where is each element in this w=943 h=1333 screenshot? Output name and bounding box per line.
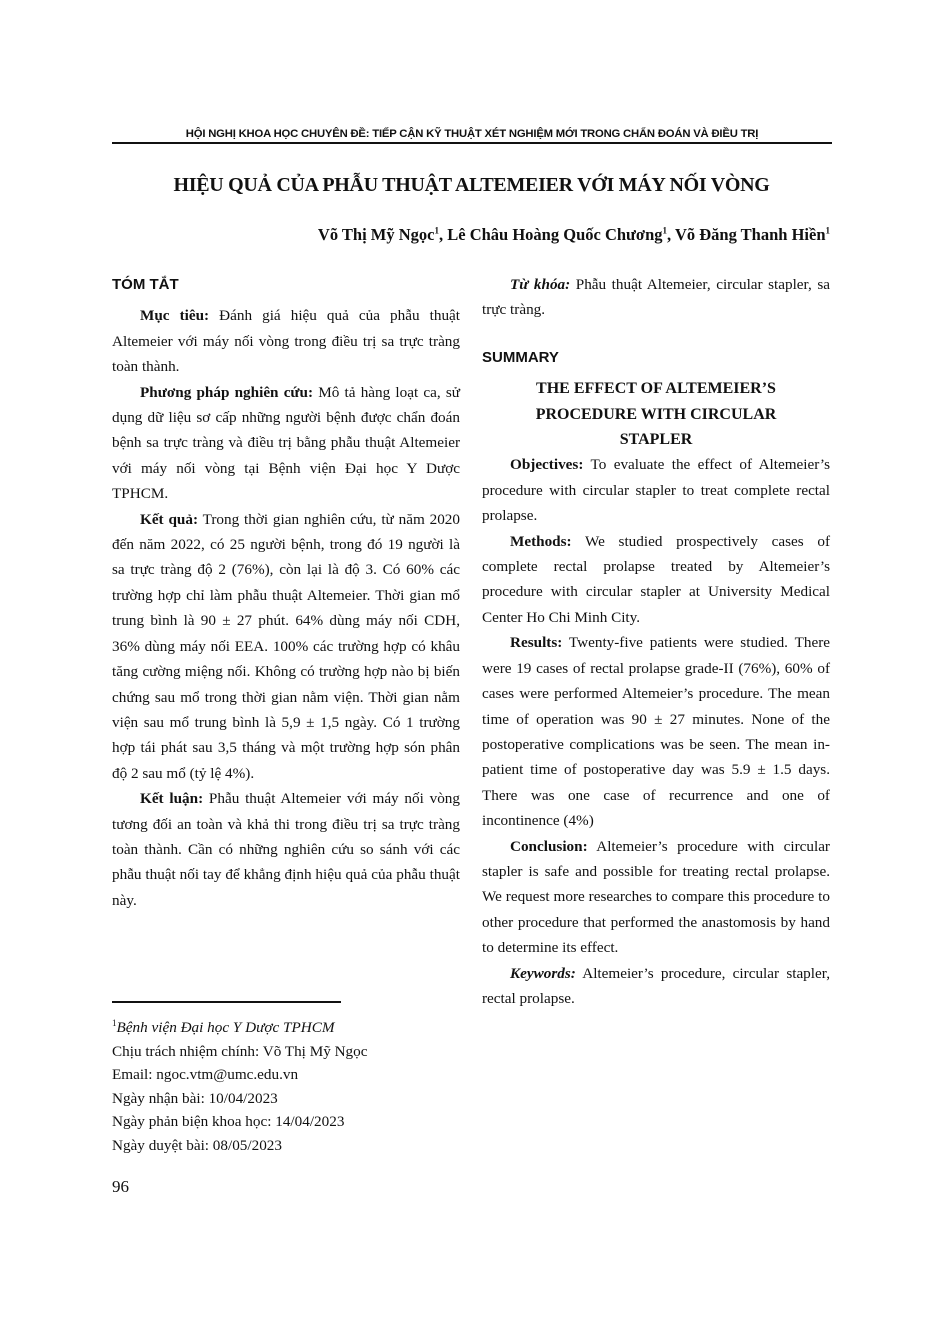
summary-paragraph bbox=[482, 834, 830, 961]
para-text: Altemeier’s procedure with circular stapler is safe and possible for treating rectal prolapse. We request more researches to compare this procedure to other procedure that performed the anastomosis by hand to determine its effect. bbox=[482, 837, 830, 957]
section-heading: TÓM TẮT bbox=[112, 276, 179, 293]
author-affil: 1 bbox=[825, 225, 830, 236]
review-date: Ngày phản biện khoa học: 14/04/2023 bbox=[112, 1113, 345, 1131]
para-lead: Objectives: bbox=[510, 456, 584, 474]
para-lead: Results: bbox=[510, 634, 563, 652]
footnote bbox=[112, 1012, 368, 1158]
summary-paragraph bbox=[482, 630, 830, 833]
para-lead: Methods: bbox=[510, 532, 572, 550]
separator: , bbox=[439, 225, 448, 244]
section-heading: SUMMARY bbox=[482, 348, 559, 366]
para-text: Trong thời gian nghiên cứu, từ năm 2020 đến năm 2022, có 25 người bệnh, trong đó 19 người là sa trực tràng độ 2 (76%), còn lại là độ 3. Có 60% các trường hợp chỉ làm phẫu thuật Altemeier. Thời gian mổ trung bình là 90 ± 27 phút. 64% dùng máy nối CDH, 36% dùng máy nối EEA. 100% các trường hợp có khâu tăng cường miệng nối. Không có trường hợp nào bị biến chứng sau mổ trong thời gian nằm viện. Thời gian nằm viện sau mổ trung bình là 5,9 ± 1,5 ngày. Có 1 trường hợp tái phát sau 3,5 tháng và một trường hợp són phân độ 2 sau mổ (tỷ lệ 4%). bbox=[112, 510, 460, 782]
paper-title: HIỆU QUẢ CỦA PHẪU THUẬT ALTEMEIER VỚI MÁY NỐI VÒNG bbox=[173, 174, 770, 196]
english-title: THE EFFECT OF ALTEMEIER’S PROCEDURE WITH CIRCULAR STAPLER bbox=[535, 380, 777, 449]
abstract-paragraph bbox=[112, 303, 460, 379]
corresponding-author: Chịu trách nhiệm chính: Võ Thị Mỹ Ngọc bbox=[112, 1042, 368, 1060]
para-lead: Conclusion: bbox=[510, 837, 588, 855]
para-text: To evaluate the effect of Altemeier’s procedure with circular stapler to treat complete rectal prolapse. bbox=[482, 456, 830, 525]
author: Võ Thị Mỹ Ngọc bbox=[317, 225, 435, 244]
para-lead: Mục tiêu: bbox=[140, 307, 210, 325]
para-text: Mô tả hàng loạt ca, sử dụng dữ liệu sơ cấp những người bệnh được chẩn đoán bệnh sa trực tràng và điều trị bằng phẫu thuật Altemeier với máy nối vòng tại Bệnh viện Đại học Y Dược TPHCM. bbox=[112, 383, 460, 503]
keywords-lead: Từ khóa: bbox=[510, 276, 571, 293]
keywords-english bbox=[482, 961, 830, 1012]
abstract-english bbox=[482, 272, 830, 1011]
para-text: Twenty-five patients were studied. There were 19 cases of rectal prolapse grade-II (76%), 60% of cases were performed Altemeier’s procedure. The mean time of operation was 90 ± 27 minutes. None of the postoperative complications was be seen. The mean in-patient time of postoperative day was 5.9 ± 1.5 days. There was one case of recurrence and one of incontinence (4%) bbox=[482, 634, 830, 830]
running-header: HỘI NGHỊ KHOA HỌC CHUYÊN ĐỀ: TIẾP CẬN KỸ THUẬT XÉT NGHIỆM MỚI TRONG CHẨN ĐOÁN VÀ ĐIỀU TRỊ bbox=[112, 128, 832, 144]
abstract-vietnamese bbox=[112, 272, 460, 913]
author-affil: 1 bbox=[434, 225, 439, 236]
abstract-paragraph bbox=[112, 507, 460, 786]
para-text: We studied prospectively cases of complete rectal prolapse treated by Altemeier’s procedure with circular stapler at University Medical Center Ho Chi Minh City. bbox=[482, 532, 830, 626]
page-number: 96 bbox=[112, 1177, 129, 1196]
author-list bbox=[318, 225, 830, 245]
keywords-text: Altemeier’s procedure, circular stapler, rectal prolapse. bbox=[482, 964, 830, 1007]
author: Lê Châu Hoàng Quốc Chương bbox=[447, 225, 663, 244]
summary-paragraph bbox=[482, 452, 830, 528]
para-text: Đánh giá hiệu quả của phẫu thuật Altemeier với máy nối vòng trong điều trị sa trực tràng toàn thành. bbox=[112, 307, 460, 376]
author: Võ Đăng Thanh Hiền bbox=[674, 225, 826, 244]
para-lead: Kết luận: bbox=[140, 790, 204, 808]
para-lead: Kết quả: bbox=[140, 510, 199, 528]
para-text: Phẫu thuật Altemeier với máy nối vòng tương đối an toàn và khả thi trong điều trị sa trực tràng toàn thành. Cần có những nghiên cứu so sánh với các phẫu thuật nối tay để khẳng định hiệu quả của phẫu thuật này. bbox=[112, 790, 460, 909]
abstract-paragraph bbox=[112, 380, 460, 507]
separator: , bbox=[667, 225, 675, 244]
summary-paragraph bbox=[482, 529, 830, 631]
received-date: Ngày nhận bài: 10/04/2023 bbox=[112, 1089, 278, 1107]
affiliation: Bệnh viện Đại học Y Dược TPHCM bbox=[116, 1019, 335, 1037]
author-affil: 1 bbox=[662, 225, 667, 236]
footnote-mark: 1 bbox=[112, 1018, 117, 1028]
keywords-text: Phẫu thuật Altemeier, circular stapler, sa trực tràng. bbox=[482, 276, 830, 319]
accepted-date: Ngày duyệt bài: 08/05/2023 bbox=[112, 1137, 282, 1155]
abstract-paragraph bbox=[112, 786, 460, 913]
keywords-vietnamese bbox=[482, 272, 830, 323]
footnote-rule bbox=[112, 1001, 341, 1003]
email: Email: ngoc.vtm@umc.edu.vn bbox=[112, 1066, 299, 1084]
para-lead: Phương pháp nghiên cứu: bbox=[140, 383, 314, 401]
keywords-lead: Keywords: bbox=[510, 964, 576, 982]
